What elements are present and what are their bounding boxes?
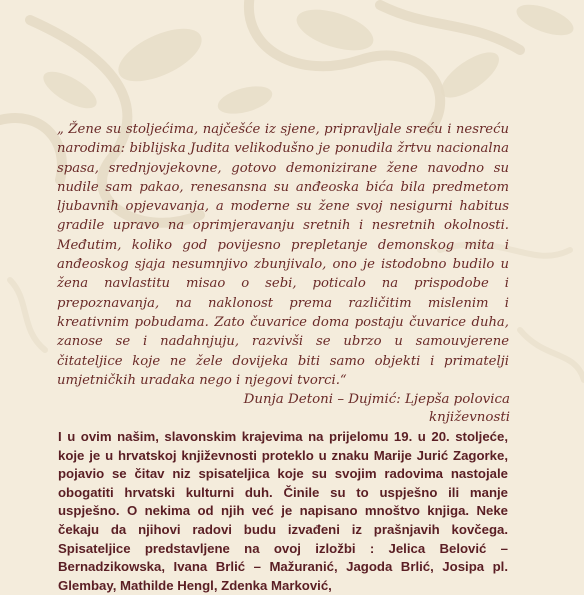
quote-attribution: Dunja Detoni – Dujmić: Ljepša polovica književnosti xyxy=(243,392,510,425)
body-paragraph: I u ovim našim, slavonskim krajevima na prijelomu 19. u 20. stoljeće, koje je u hrvatskoj književnosti proteklo u znaku Marije Jurić Zagorke, pojavio se čitav niz spisateljica koje su svojim radovima nastojale obogatiti hrvatski kulturni duh. Činile su to uspješno ili manje uspješno. O nekima od njih već je napisano mnoštvo knjiga. Neke čekaju da njihovi radovi budu izvađeni iz prašnjavih kovčega. Spisateljice predstavljene na ovoj izložbi : Jelica Belović – Bernadzikowska, Ivana Brlić – Mažuranić, Jagoda Brlić, Josipa pl. Glembay, Mathilde Hengl, Zdenka Marković, xyxy=(58,429,508,593)
quote-text: „ Žene su stoljećima, najčešće iz sjene, pripravljale sreću i nesreću narodima: biblijska Judita velikodušno je ponudila žrtvu nacionalna spasa, srednjovjekovne, gotovo demonizirane žene navodno su nudile sam pakao, renesansna su anđeoska bića bila predmetom ljubavnih opjevavanja, a moderne su žene svoj nesigurni habitus gradile upravo na oprimjeravanju sretnih i nesretnih okolnosti. Međutim, koliko god povijesno prepletanje demonskog mita i anđeoskog sjaja nesumnjivo zbunjivalo, ono je istodobno budilo u žena navlastitu misao o sebi, poticalo na prispodobe i prepoznavanja, na naklonost prema različitim mislenim i kreativnim pobudama. Zato čuvarice doma postaju čuvarice duha, zanose se i nadahnjuju, razvivši se ubrzo u samouvjerene čitateljice koje ne žele dovijeka biti samo objekti i primatelji umjetničkih uradaka nego i njegovi tvorci.“ xyxy=(57,122,509,388)
